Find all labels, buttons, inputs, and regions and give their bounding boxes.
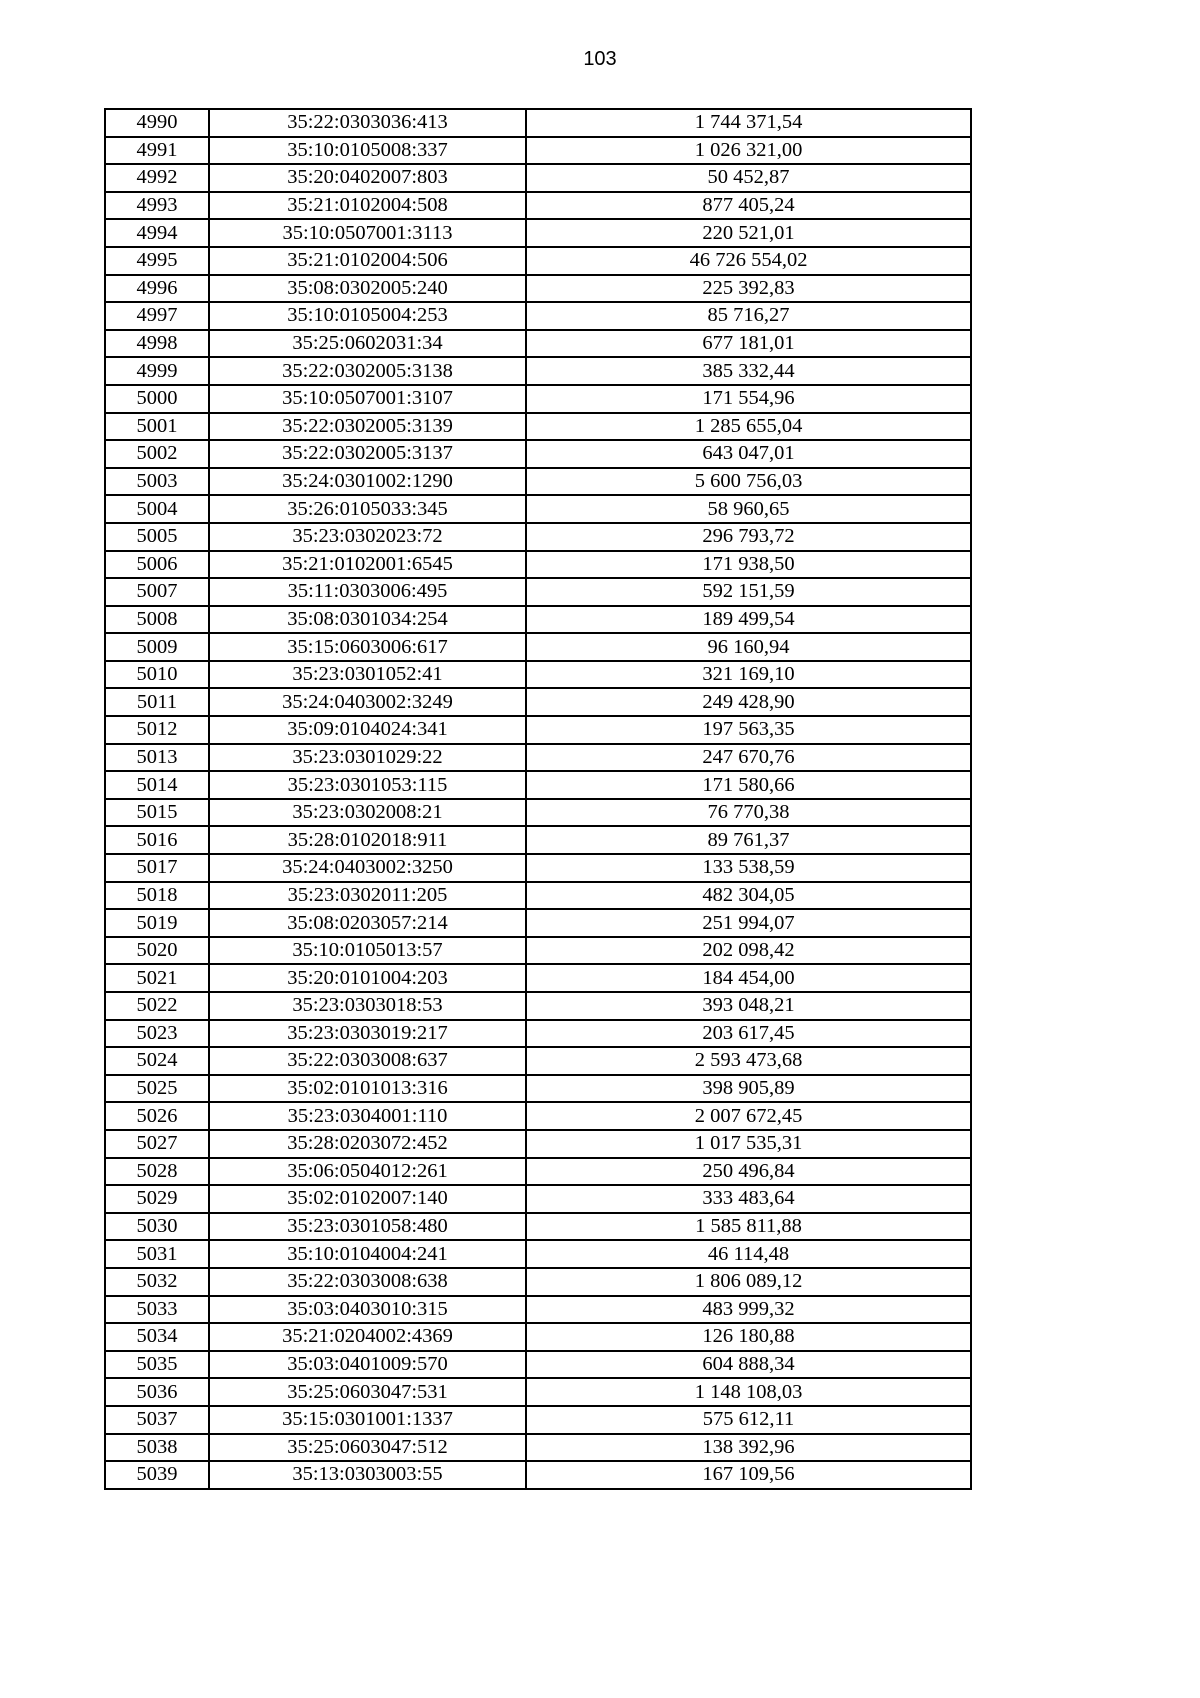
cadastral-value-cell: 167 109,56: [526, 1461, 971, 1489]
table-body: [105, 109, 971, 1489]
table-row: [105, 992, 971, 1020]
row-number-cell: 4993: [105, 192, 209, 220]
table-row: [105, 964, 971, 992]
row-number-cell: 5036: [105, 1378, 209, 1406]
row-number-cell: 5013: [105, 744, 209, 772]
cadastral-number-cell: 35:23:0302011:205: [209, 882, 526, 910]
table-row: [105, 1213, 971, 1241]
cadastral-number-cell: 35:08:0203057:214: [209, 909, 526, 937]
cadastral-number-cell: 35:28:0203072:452: [209, 1130, 526, 1158]
cadastral-value-table: [104, 108, 972, 1490]
cadastral-value-cell: 46 726 554,02: [526, 247, 971, 275]
cadastral-number-cell: 35:22:0302005:3138: [209, 357, 526, 385]
table-row: [105, 192, 971, 220]
row-number-cell: 5033: [105, 1296, 209, 1324]
cadastral-number-cell: 35:10:0105004:253: [209, 302, 526, 330]
cadastral-number-cell: 35:22:0303008:637: [209, 1047, 526, 1075]
row-number-cell: 5028: [105, 1158, 209, 1186]
table-row: [105, 1158, 971, 1186]
row-number-cell: 4996: [105, 275, 209, 303]
cadastral-value-cell: 85 716,27: [526, 302, 971, 330]
row-number-cell: 5017: [105, 854, 209, 882]
row-number-cell: 4990: [105, 109, 209, 137]
cadastral-number-cell: 35:23:0304001:110: [209, 1102, 526, 1130]
row-number-cell: 5022: [105, 992, 209, 1020]
cadastral-value-cell: 171 580,66: [526, 771, 971, 799]
cadastral-number-cell: 35:28:0102018:911: [209, 826, 526, 854]
cadastral-number-cell: 35:26:0105033:345: [209, 495, 526, 523]
cadastral-number-cell: 35:10:0105008:337: [209, 137, 526, 165]
row-number-cell: 5030: [105, 1213, 209, 1241]
table-row: [105, 109, 971, 137]
table-row: [105, 1296, 971, 1324]
cadastral-number-cell: 35:23:0303019:217: [209, 1020, 526, 1048]
cadastral-number-cell: 35:23:0301053:115: [209, 771, 526, 799]
cadastral-value-cell: 202 098,42: [526, 937, 971, 965]
table-row: [105, 799, 971, 827]
row-number-cell: 5005: [105, 523, 209, 551]
row-number-cell: 5035: [105, 1351, 209, 1379]
row-number-cell: 5016: [105, 826, 209, 854]
row-number-cell: 5039: [105, 1461, 209, 1489]
cadastral-number-cell: 35:21:0102001:6545: [209, 551, 526, 579]
cadastral-value-cell: 220 521,01: [526, 219, 971, 247]
cadastral-value-cell: 1 285 655,04: [526, 413, 971, 441]
table-row: [105, 1461, 971, 1489]
table-row: [105, 302, 971, 330]
cadastral-value-cell: 575 612,11: [526, 1406, 971, 1434]
table-row: [105, 633, 971, 661]
table-row: [105, 1240, 971, 1268]
cadastral-value-cell: 333 483,64: [526, 1185, 971, 1213]
cadastral-number-cell: 35:24:0301002:1290: [209, 468, 526, 496]
cadastral-value-cell: 1 148 108,03: [526, 1378, 971, 1406]
cadastral-number-cell: 35:08:0302005:240: [209, 275, 526, 303]
row-number-cell: 5002: [105, 440, 209, 468]
row-number-cell: 5027: [105, 1130, 209, 1158]
cadastral-value-cell: 1 026 321,00: [526, 137, 971, 165]
cadastral-value-cell: 133 538,59: [526, 854, 971, 882]
row-number-cell: 5025: [105, 1075, 209, 1103]
row-number-cell: 5032: [105, 1268, 209, 1296]
cadastral-value-cell: 2 007 672,45: [526, 1102, 971, 1130]
cadastral-value-cell: 482 304,05: [526, 882, 971, 910]
page-number: 103: [583, 48, 617, 70]
cadastral-number-cell: 35:23:0301058:480: [209, 1213, 526, 1241]
row-number-cell: 4992: [105, 164, 209, 192]
table-row: [105, 716, 971, 744]
cadastral-number-cell: 35:23:0301029:22: [209, 744, 526, 772]
row-number-cell: 5024: [105, 1047, 209, 1075]
cadastral-number-cell: 35:24:0403002:3249: [209, 688, 526, 716]
row-number-cell: 4999: [105, 357, 209, 385]
table-row: [105, 1406, 971, 1434]
table-row: [105, 330, 971, 358]
cadastral-number-cell: 35:23:0302023:72: [209, 523, 526, 551]
cadastral-number-cell: 35:21:0204002:4369: [209, 1323, 526, 1351]
cadastral-value-cell: 321 169,10: [526, 661, 971, 689]
table-row: [105, 1378, 971, 1406]
row-number-cell: 5007: [105, 578, 209, 606]
cadastral-value-cell: 677 181,01: [526, 330, 971, 358]
table-row: [105, 1020, 971, 1048]
table-row: [105, 826, 971, 854]
cadastral-value-cell: 126 180,88: [526, 1323, 971, 1351]
row-number-cell: 5019: [105, 909, 209, 937]
row-number-cell: 5000: [105, 385, 209, 413]
cadastral-value-cell: 296 793,72: [526, 523, 971, 551]
row-number-cell: 4997: [105, 302, 209, 330]
table-row: [105, 1434, 971, 1462]
cadastral-value-cell: 393 048,21: [526, 992, 971, 1020]
row-number-cell: 5021: [105, 964, 209, 992]
cadastral-number-cell: 35:21:0102004:506: [209, 247, 526, 275]
row-number-cell: 5015: [105, 799, 209, 827]
cadastral-value-cell: 2 593 473,68: [526, 1047, 971, 1075]
table-row: [105, 164, 971, 192]
table-row: [105, 247, 971, 275]
cadastral-value-cell: 96 160,94: [526, 633, 971, 661]
row-number-cell: 4991: [105, 137, 209, 165]
cadastral-value-cell: 398 905,89: [526, 1075, 971, 1103]
cadastral-value-cell: 225 392,83: [526, 275, 971, 303]
cadastral-value-cell: 58 960,65: [526, 495, 971, 523]
table-row: [105, 495, 971, 523]
row-number-cell: 5023: [105, 1020, 209, 1048]
cadastral-value-cell: 89 761,37: [526, 826, 971, 854]
cadastral-number-cell: 35:02:0102007:140: [209, 1185, 526, 1213]
cadastral-value-cell: 251 994,07: [526, 909, 971, 937]
table-row: [105, 1047, 971, 1075]
cadastral-value-cell: 483 999,32: [526, 1296, 971, 1324]
table-row: [105, 551, 971, 579]
table-row: [105, 882, 971, 910]
cadastral-number-cell: 35:06:0504012:261: [209, 1158, 526, 1186]
cadastral-number-cell: 35:02:0101013:316: [209, 1075, 526, 1103]
cadastral-value-cell: 171 938,50: [526, 551, 971, 579]
cadastral-number-cell: 35:10:0104004:241: [209, 1240, 526, 1268]
table-row: [105, 771, 971, 799]
cadastral-number-cell: 35:09:0104024:341: [209, 716, 526, 744]
row-number-cell: 5010: [105, 661, 209, 689]
row-number-cell: 4998: [105, 330, 209, 358]
cadastral-number-cell: 35:23:0301052:41: [209, 661, 526, 689]
table-row: [105, 661, 971, 689]
cadastral-number-cell: 35:24:0403002:3250: [209, 854, 526, 882]
row-number-cell: 5009: [105, 633, 209, 661]
cadastral-number-cell: 35:10:0507001:3107: [209, 385, 526, 413]
table-row: [105, 1351, 971, 1379]
cadastral-value-cell: 184 454,00: [526, 964, 971, 992]
cadastral-number-cell: 35:03:0403010:315: [209, 1296, 526, 1324]
cadastral-number-cell: 35:25:0602031:34: [209, 330, 526, 358]
row-number-cell: 5029: [105, 1185, 209, 1213]
cadastral-value-cell: 1 744 371,54: [526, 109, 971, 137]
cadastral-value-cell: 247 670,76: [526, 744, 971, 772]
row-number-cell: 5012: [105, 716, 209, 744]
cadastral-number-cell: 35:11:0303006:495: [209, 578, 526, 606]
table-row: [105, 1130, 971, 1158]
row-number-cell: 5011: [105, 688, 209, 716]
cadastral-number-cell: 35:23:0303018:53: [209, 992, 526, 1020]
cadastral-value-cell: 138 392,96: [526, 1434, 971, 1462]
table-row: [105, 1268, 971, 1296]
row-number-cell: 5031: [105, 1240, 209, 1268]
cadastral-number-cell: 35:20:0101004:203: [209, 964, 526, 992]
cadastral-number-cell: 35:10:0507001:3113: [209, 219, 526, 247]
cadastral-number-cell: 35:15:0603006:617: [209, 633, 526, 661]
table-row: [105, 606, 971, 634]
cadastral-number-cell: 35:25:0603047:512: [209, 1434, 526, 1462]
cadastral-value-cell: 604 888,34: [526, 1351, 971, 1379]
row-number-cell: 5003: [105, 468, 209, 496]
row-number-cell: 5020: [105, 937, 209, 965]
table-row: [105, 1102, 971, 1130]
table-row: [105, 909, 971, 937]
table-row: [105, 523, 971, 551]
cadastral-number-cell: 35:15:0301001:1337: [209, 1406, 526, 1434]
table-row: [105, 688, 971, 716]
cadastral-number-cell: 35:23:0302008:21: [209, 799, 526, 827]
table-row: [105, 275, 971, 303]
cadastral-value-cell: 385 332,44: [526, 357, 971, 385]
table-row: [105, 357, 971, 385]
cadastral-value-cell: 203 617,45: [526, 1020, 971, 1048]
row-number-cell: 5014: [105, 771, 209, 799]
row-number-cell: 5018: [105, 882, 209, 910]
cadastral-number-cell: 35:08:0301034:254: [209, 606, 526, 634]
cadastral-number-cell: 35:13:0303003:55: [209, 1461, 526, 1489]
cadastral-number-cell: 35:22:0303008:638: [209, 1268, 526, 1296]
cadastral-value-cell: 197 563,35: [526, 716, 971, 744]
cadastral-value-cell: 1 017 535,31: [526, 1130, 971, 1158]
table-row: [105, 413, 971, 441]
table-row: [105, 1185, 971, 1213]
row-number-cell: 4995: [105, 247, 209, 275]
table-row: [105, 219, 971, 247]
cadastral-number-cell: 35:03:0401009:570: [209, 1351, 526, 1379]
table-row: [105, 578, 971, 606]
cadastral-number-cell: 35:25:0603047:531: [209, 1378, 526, 1406]
row-number-cell: 5037: [105, 1406, 209, 1434]
table-row: [105, 385, 971, 413]
table-row: [105, 854, 971, 882]
row-number-cell: 5038: [105, 1434, 209, 1462]
cadastral-value-cell: 5 600 756,03: [526, 468, 971, 496]
cadastral-value-cell: 249 428,90: [526, 688, 971, 716]
row-number-cell: 5001: [105, 413, 209, 441]
cadastral-number-cell: 35:22:0302005:3137: [209, 440, 526, 468]
cadastral-number-cell: 35:22:0302005:3139: [209, 413, 526, 441]
cadastral-value-cell: 171 554,96: [526, 385, 971, 413]
row-number-cell: 5006: [105, 551, 209, 579]
table-row: [105, 468, 971, 496]
row-number-cell: 5026: [105, 1102, 209, 1130]
table-row: [105, 137, 971, 165]
row-number-cell: 5008: [105, 606, 209, 634]
cadastral-number-cell: 35:21:0102004:508: [209, 192, 526, 220]
cadastral-value-cell: 46 114,48: [526, 1240, 971, 1268]
table-row: [105, 744, 971, 772]
row-number-cell: 4994: [105, 219, 209, 247]
cadastral-number-cell: 35:20:0402007:803: [209, 164, 526, 192]
cadastral-value-cell: 877 405,24: [526, 192, 971, 220]
cadastral-value-cell: 643 047,01: [526, 440, 971, 468]
cadastral-value-cell: 50 452,87: [526, 164, 971, 192]
table-row: [105, 1075, 971, 1103]
cadastral-value-cell: 189 499,54: [526, 606, 971, 634]
cadastral-value-cell: 250 496,84: [526, 1158, 971, 1186]
cadastral-number-cell: 35:10:0105013:57: [209, 937, 526, 965]
cadastral-value-cell: 76 770,38: [526, 799, 971, 827]
row-number-cell: 5004: [105, 495, 209, 523]
row-number-cell: 5034: [105, 1323, 209, 1351]
cadastral-value-cell: 1 585 811,88: [526, 1213, 971, 1241]
cadastral-value-cell: 1 806 089,12: [526, 1268, 971, 1296]
table-row: [105, 1323, 971, 1351]
cadastral-number-cell: 35:22:0303036:413: [209, 109, 526, 137]
cadastral-value-cell: 592 151,59: [526, 578, 971, 606]
table-row: [105, 440, 971, 468]
table-row: [105, 937, 971, 965]
